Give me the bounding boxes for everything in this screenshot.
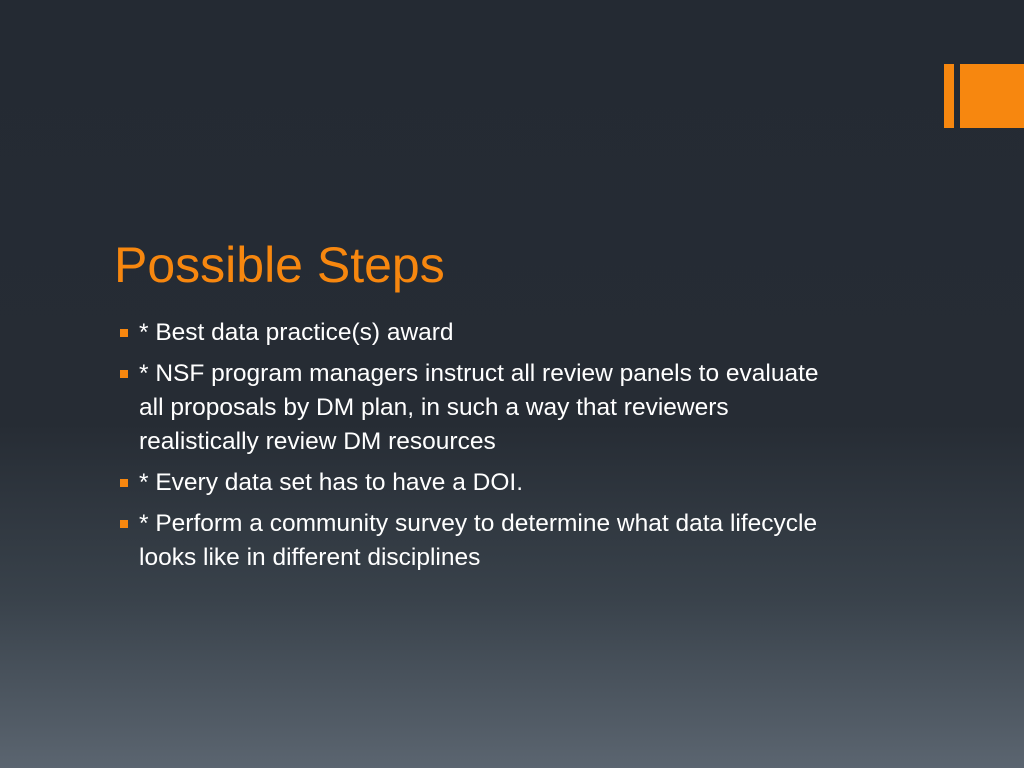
bullet-item	[117, 466, 837, 500]
slide-title: Possible Steps	[114, 237, 445, 293]
bullet-item	[117, 316, 837, 350]
bullet-text: * NSF program managers instruct all review panels to evaluate all proposals by DM plan, in such a way that reviewers realistically review DM resources	[139, 360, 819, 455]
square-bullet-icon	[120, 479, 128, 487]
accent-bar-thin	[944, 64, 954, 128]
bullet-item	[117, 357, 837, 459]
bullet-text: * Every data set has to have a DOI.	[139, 469, 524, 496]
bullet-text: * Best data practice(s) award	[139, 319, 454, 346]
square-bullet-icon	[120, 520, 128, 528]
bullet-item	[117, 507, 837, 575]
bullet-text: * Perform a community survey to determine what data lifecycle looks like in different disciplines	[139, 510, 818, 571]
square-bullet-icon	[120, 370, 128, 378]
bullet-list	[117, 316, 837, 582]
accent-bar-thick	[960, 64, 1024, 128]
square-bullet-icon	[120, 329, 128, 337]
